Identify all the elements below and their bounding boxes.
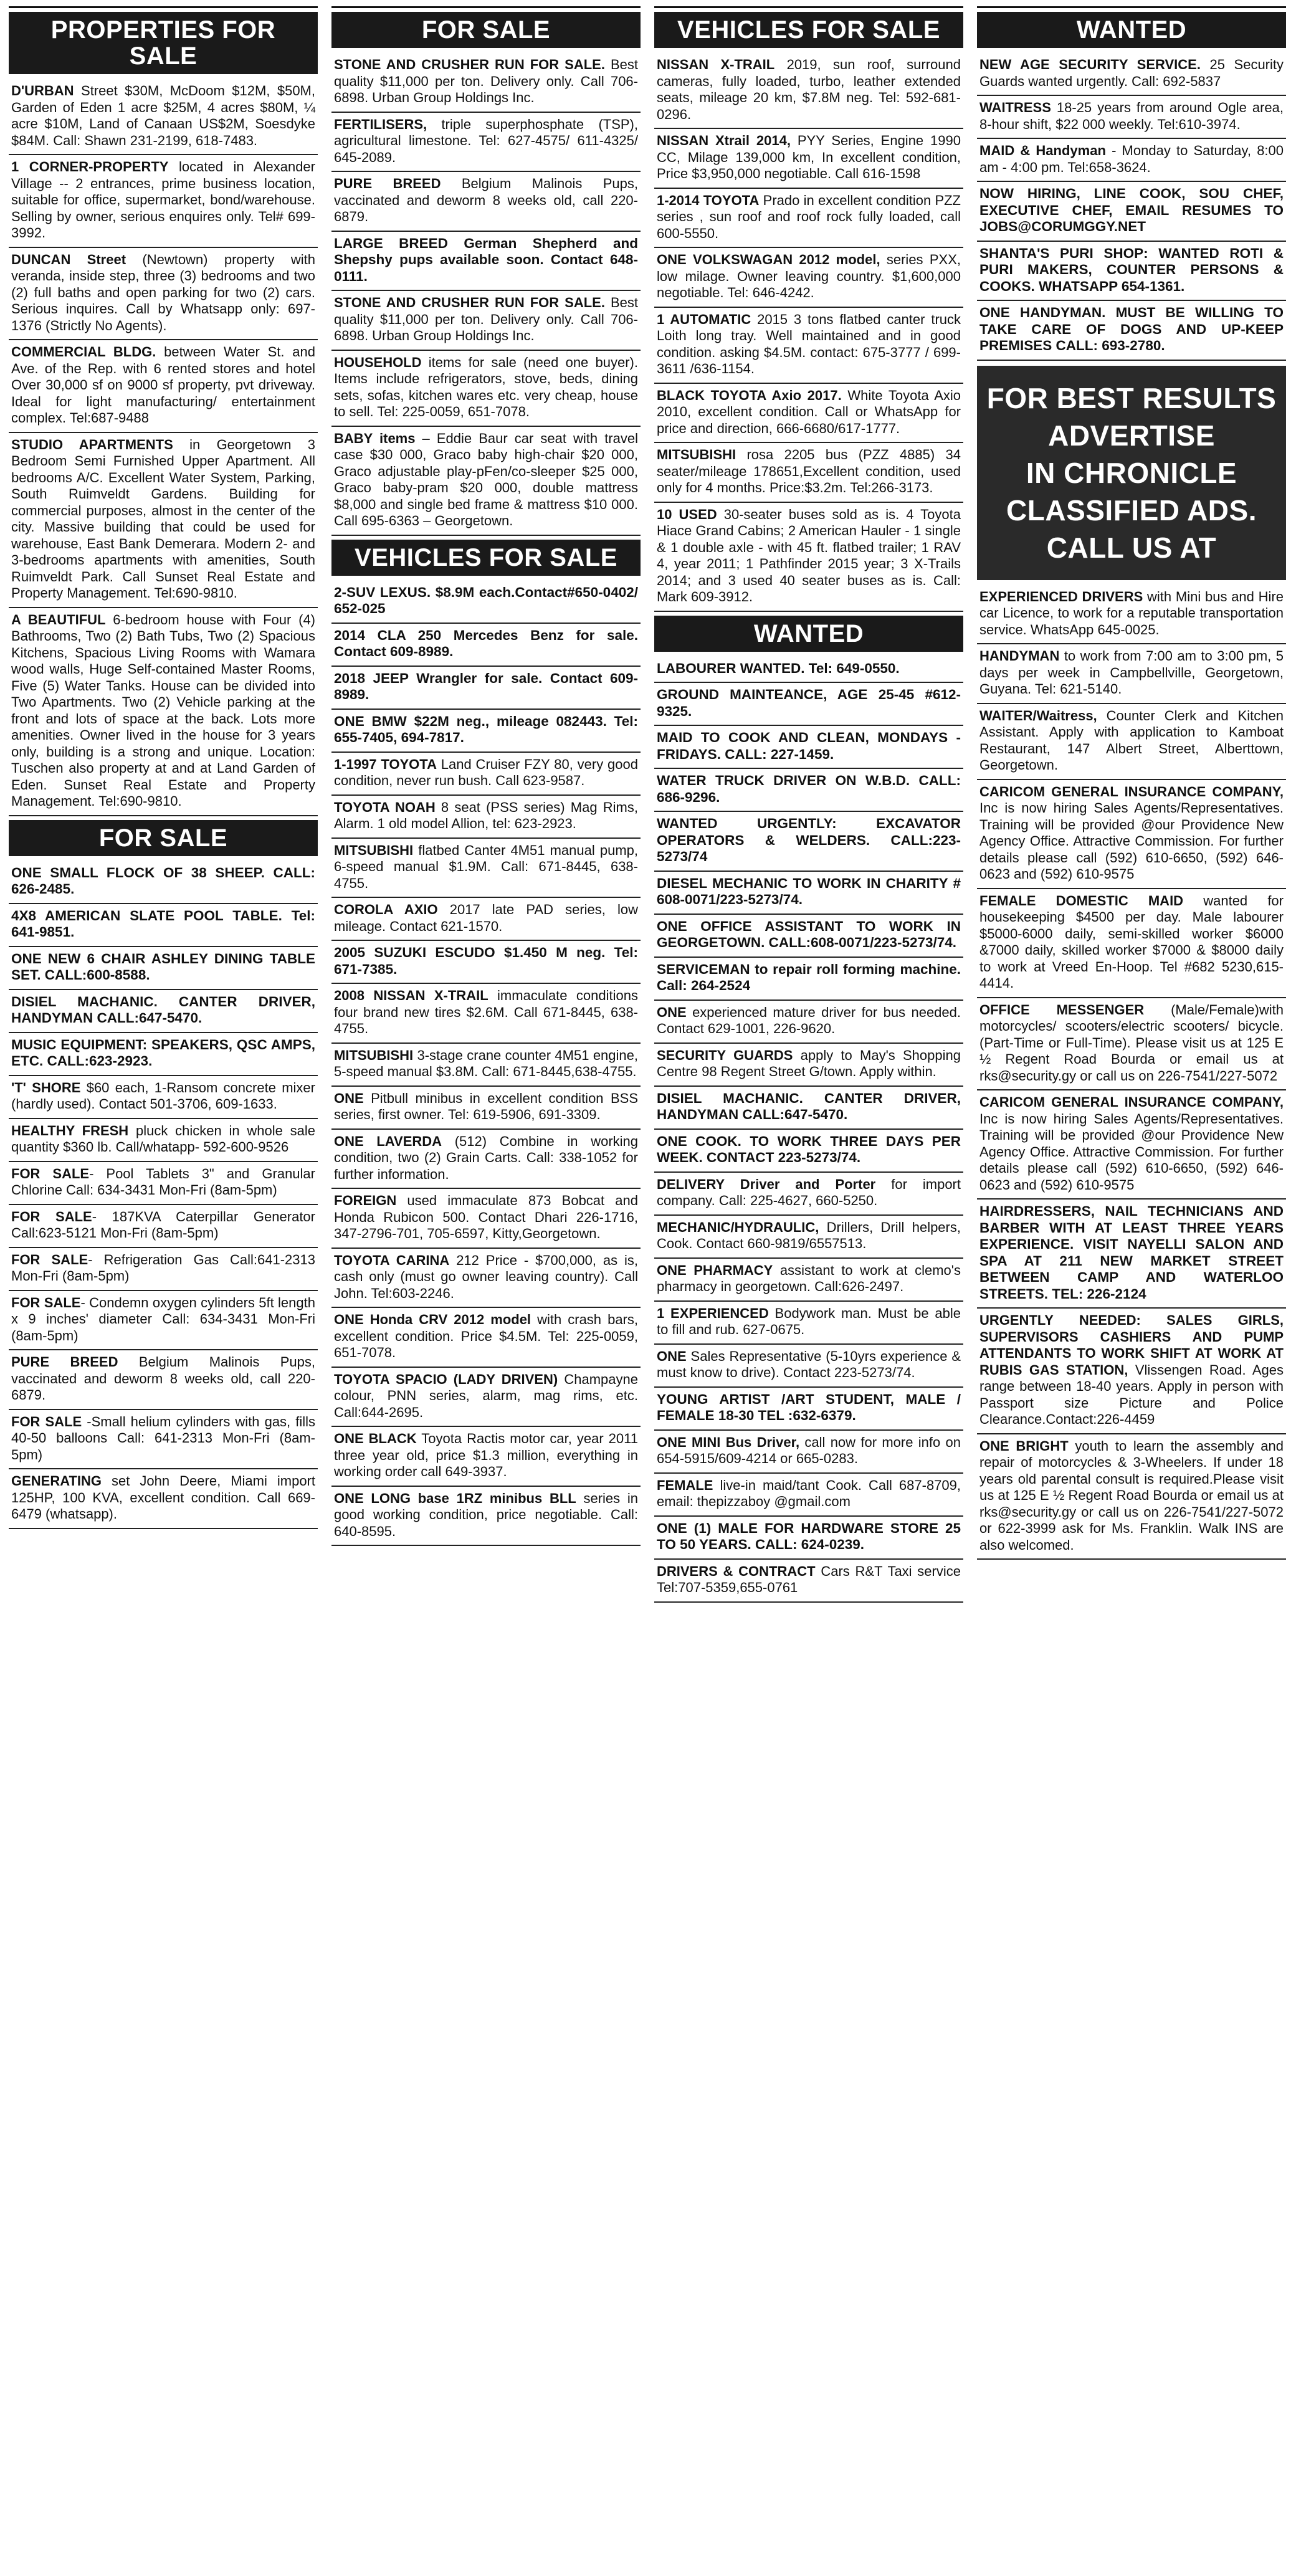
section-header: PROPERTIES FOR SALE [9, 12, 318, 74]
ad-lead-text: CARICOM GENERAL INSURANCE COMPANY, [979, 783, 1284, 799]
ad-body-text: Counter Clerk and Kitchen Assistant. Apply with application to Kamboat Restaurant, 147 Albert Street, Alberttown, Georgetown. [979, 707, 1284, 773]
ad-lead-text: FOR SALE [11, 1165, 90, 1181]
ad-body-text: experienced mature driver for bus needed. Contact 629-1001, 226-9620. [657, 1004, 961, 1036]
classified-ad [331, 624, 641, 667]
promo-line: CLASSIFIED ADS. [1006, 494, 1257, 527]
classified-ad [331, 1427, 641, 1487]
ad-lead-text: DISIEL MACHANIC. CANTER DRIVER, HANDYMAN CALL:647-5470. [657, 1090, 961, 1122]
classified-ad [331, 1130, 641, 1190]
classified-ad [331, 898, 641, 941]
ad-lead-text: CARICOM GENERAL INSURANCE COMPANY, [979, 1094, 1284, 1110]
classified-ad [977, 998, 1286, 1091]
ad-lead-text: WAITRESS [979, 100, 1051, 115]
classified-ad [654, 1345, 963, 1388]
ad-lead-text: A BEAUTIFUL [11, 611, 106, 627]
ad-lead-text: OFFICE MESSENGER [979, 1001, 1145, 1018]
classified-ad [654, 1474, 963, 1517]
ad-body-text: Inc is now hiring Sales Agents/Representatives. Training will be provided @our Providence New Agency Office. Attractive Commission. For further details please call (592) 610-6650, (592) 646-0623 and (592) 610-9575 [979, 1110, 1284, 1193]
ad-lead-text: WAITER/Waitress, [979, 707, 1097, 723]
classified-ad [654, 503, 963, 612]
ad-lead-text: MITSUBISHI [334, 842, 414, 858]
ad-body-text: Bodywork man. Must be able to fill and rub. 627-0675. [657, 1305, 961, 1337]
ad-body-text: wanted for housekeeping $4500 per day. Male labourer $5000-6000 daily, semi-skilled worker $6000 &7000 daily, skilled worker $7000 & $8000 daily to work at Vreed En-Hoop. Tel #682 5230,615-4414. [979, 892, 1284, 991]
ad-lead-text: 1-2014 TOYOTA [657, 192, 760, 208]
ad-lead-text: ONE VOLKSWAGAN 2012 model, [657, 252, 880, 267]
classified-ad [331, 172, 641, 232]
ad-body-text: Prado in excellent condition PZZ series , sun roof and roof rock fully loaded, call 600-5550. [657, 192, 961, 241]
classified-ad [654, 915, 963, 958]
ad-body-text: Sales Representative (5-10yrs experience & must know to drive). Contact 223-5273/74. [657, 1348, 961, 1380]
ad-lead-text: ONE OFFICE ASSISTANT TO WORK IN GEORGETOWN. CALL:608-0071/223-5273/74. [657, 918, 961, 950]
section-header: VEHICLES FOR SALE [654, 12, 963, 48]
classified-ad [9, 1205, 318, 1248]
ad-lead-text: TOYOTA NOAH [334, 799, 436, 815]
ad-lead-text: ONE [657, 1004, 687, 1020]
ad-lead-text: BLACK TOYOTA Axio 2017. [657, 387, 842, 403]
ad-lead-text: LARGE BREED German Shepherd and Shepshy pups available soon. Contact 648-0111. [334, 235, 638, 284]
ad-lead-text: FEMALE DOMESTIC MAID [979, 892, 1184, 909]
ad-body-text: 30-seater buses sold as is. 4 Toyota Hiace Grand Cabins; 2 American Hauler - 1 single & 1 double axle - with 45 ft. flatbed trailer; 1 RAV 4, year 2011; 1 Pathfinder 2015 year; 3 X-Trails 2014; and 3 used 40 seater buses as is. Call: Mark 609-3912. [657, 506, 961, 604]
classified-ad [654, 189, 963, 249]
ad-lead-text: NISSAN Xtrail 2014, [657, 133, 791, 148]
classified-ad [9, 1076, 318, 1119]
ad-lead-text: MAID TO COOK AND CLEAN, MONDAYS - FRIDAYS. CALL: 227-1459. [657, 730, 961, 762]
ad-lead-text: WANTED URGENTLY: EXCAVATOR OPERATORS & WELDERS. CALL:223-5273/74 [657, 816, 961, 864]
classified-ad [977, 644, 1286, 704]
classified-ad [977, 889, 1286, 998]
classified-ad [654, 1044, 963, 1087]
classified-ad [654, 1517, 963, 1560]
ad-body-text: to work from 7:00 am to 3:00 pm, 5 days per week in Campbellville, Georgetown, Guyana. Tel: 621-5140. [979, 648, 1284, 697]
ad-lead-text: 1-1997 TOYOTA [334, 756, 437, 772]
ad-body-text: 18-25 years from around Ogle area, 8-hour shift, $22 000 weekly. Tel:610-3974. [979, 100, 1284, 132]
classified-ad [654, 657, 963, 684]
ad-lead-text: ONE BLACK [334, 1431, 417, 1446]
classified-ad [331, 984, 641, 1044]
classified-ad [331, 53, 641, 113]
ad-lead-text: 2018 JEEP Wrangler for sale. Contact 609-8989. [334, 670, 638, 702]
ad-lead-text: SERVICEMAN to repair roll forming machine. Call: 264-2524 [657, 961, 961, 993]
ad-body-text: 8 seat (PSS series) Mag Rims, Alarm. 1 old model Allion, tel: 623-2923. [334, 799, 638, 831]
ad-body-text: Pitbull minibus in excellent condition BSS series, first owner. Tel: 619-5906, 691-3309. [334, 1090, 638, 1122]
classified-ad [9, 1350, 318, 1410]
ad-body-text: Best quality $11,000 per ton. Delivery only. Call 706-6898. Urban Group Holdings Inc. [334, 295, 638, 343]
classified-ad [331, 581, 641, 624]
ad-body-text: Champayne colour, PNN series, alarm, mag rims, etc. Call:644-2695. [334, 1371, 638, 1420]
classified-ad [331, 753, 641, 796]
ad-lead-text: COMMERCIAL BLDG. [11, 344, 156, 360]
ad-lead-text: FEMALE [657, 1477, 713, 1493]
ad-body-text: - Refrigeration Gas Call:641-2313 Mon-Fri (8am-5pm) [11, 1251, 315, 1284]
classified-ad [331, 667, 641, 710]
classified-ad [654, 1173, 963, 1216]
section-header: WANTED [977, 12, 1286, 48]
classified-ad [654, 1302, 963, 1345]
ad-lead-text: ONE [334, 1090, 364, 1106]
ad-body-text: - Condemn oxygen cylinders 5ft length x 9 inches' diameter Call: 634-3431 Mon-Fri (8am-5pm) [11, 1294, 315, 1343]
classified-ad [977, 182, 1286, 242]
ad-body-text: immaculate conditions four brand new tires $2.6M. Call 671-8445, 638-4755. [334, 988, 638, 1036]
ad-lead-text: ONE SMALL FLOCK OF 38 SHEEP. CALL: 626-2485. [11, 864, 315, 897]
classified-ad [331, 232, 641, 292]
classified-ad [331, 1368, 641, 1428]
classified-ad [9, 904, 318, 947]
ad-body-text: flatbed Canter 4M51 manual pump, 6-speed manual $1.9M. Call: 671-8445, 638-4755. [334, 842, 638, 891]
promo-line: IN CHRONICLE [1026, 456, 1237, 489]
ad-body-text: Toyota Ractis motor car, year 2011 three year old, price $1.3 million, everything in working order call 649-3937. [334, 1431, 638, 1479]
section-header: WANTED [654, 616, 963, 652]
ad-lead-text: EXPERIENCED DRIVERS [979, 588, 1143, 604]
ad-lead-text: FOREIGN [334, 1193, 397, 1208]
classified-ad [9, 1410, 318, 1470]
ad-body-text: Street $30M, McDoom $12M, $50M, Garden of Eden 1 acre $25M, 4 acres $80M, ¼ acre $10M, Land of Canaan US$2M, Soesdyke $84M. Call: Shawn 231-2199, 618-7483. [11, 83, 315, 148]
section-header: FOR SALE [9, 820, 318, 856]
ad-lead-text: NEW AGE SECURITY SERVICE. [979, 57, 1201, 72]
ad-body-text: apply to May's Shopping Centre 98 Regent Street G/town. Apply within. [657, 1047, 961, 1079]
ad-body-text: (Male/Female)with motorcycles/ scooters/electric scooters/ bicycle.(Part-Time or Full-Time). Please visit us at 125 E ½ Regent Road Bourda or email us at rks@security.gy or call us on 226-7541/227-5072 [979, 1001, 1284, 1084]
classified-ad [9, 1469, 318, 1529]
ad-body-text: -Small helium cylinders with gas, fills 40-50 balloons Call: 641-2313 Mon-Fri (8am-5pm) [11, 1413, 316, 1462]
classified-ad [9, 1119, 318, 1162]
classified-ad [9, 1033, 318, 1076]
ad-lead-text: FOR SALE [11, 1251, 88, 1267]
ad-body-text: assistant to work at clemo's pharmacy in georgetown. Call:626-2497. [657, 1262, 961, 1294]
ad-body-text: 25 Security Guards wanted urgently. Call: 692-5837 [979, 57, 1284, 89]
ad-lead-text: FOR SALE [11, 1413, 82, 1429]
ad-lead-text: STONE AND CRUSHER RUN FOR SALE. [334, 295, 605, 310]
advertise-promo-box [977, 366, 1286, 580]
classified-ad [654, 872, 963, 915]
ad-lead-text: ONE HANDYMAN. MUST BE WILLING TO TAKE CARE OF DOGS AND UP-KEEP PREMISES CALL: 693-2780. [979, 305, 1284, 353]
ad-lead-text: BABY items [334, 430, 416, 446]
ad-lead-text: DIESEL MECHANIC TO WORK IN CHARITY # 608-0071/223-5273/74. [657, 875, 961, 907]
ad-lead-text: MITSUBISHI [334, 1047, 414, 1063]
ad-body-text: Land Cruiser FZY 80, very good condition, never run bush. Call 623-9587. [334, 756, 638, 788]
ad-body-text: – Eddie Baur car seat with travel case $30 000, Graco baby high-chair $20 000, Graco adjustable play-pFen/co-sleeper $25 000, Graco baby-pram $20 000, double mattress $8,000 and single bed frame & mattress $10 000. Call 695-6363 – Georgetown. [334, 430, 638, 528]
classified-ad [977, 96, 1286, 139]
ad-body-text: - Monday to Saturday, 8:00 am - 4:00 pm. Tel:658-3624. [979, 143, 1284, 175]
ad-lead-text: 2008 NISSAN X-TRAIL [334, 988, 488, 1003]
ad-lead-text: 2005 SUZUKI ESCUDO $1.450 M neg. Tel: 671-7385. [334, 945, 638, 977]
classified-ad [654, 443, 963, 503]
ad-body-text: White Toyota Axio 2010, excellent condition. Call or WhatsApp for price and direction, 666-6680/617-1777. [657, 387, 961, 436]
ad-body-text: 2015 3 tons flatbed canter truck Loith long tray. Well maintained and in good condition. asking $4.5M. contact: 675-3777 / 699-3611 /636-1154. [657, 311, 961, 376]
ad-lead-text: WATER TRUCK DRIVER ON W.B.D. CALL: 686-9296. [657, 773, 961, 805]
classified-ad [654, 1087, 963, 1130]
ad-lead-text: COROLA AXIO [334, 902, 438, 917]
ad-lead-text: PURE BREED [11, 1354, 118, 1370]
ad-lead-text: MITSUBISHI [657, 447, 736, 462]
classified-ad [977, 585, 1286, 645]
classified-ad [654, 1216, 963, 1259]
ad-lead-text: 2-SUV LEXUS. $8.9M each.Contact#650-0402/ 652-025 [334, 584, 638, 616]
classified-ad [331, 291, 641, 351]
ad-body-text: WANTED ROTI & PURI MAKERS, COUNTER PERSONS & COOKS. WHATSAPP 654-1361. [979, 245, 1284, 294]
ad-lead-text: ONE PHARMACY [657, 1262, 773, 1278]
ad-body-text: 6-bedroom house with Four (4) Bathrooms, Two (2) Bath Tubs, Two (2) Spacious Kitchens, Spacious Living Rooms with Wamara wood walls, Huge Self-contained Master Rooms, Five (5) Water Tanks. House can be divided into Two Apartments. Two (2) Vehicle parking at the front and lots of space at the back. Lots more amenities. Owner lived in the house for 3 years only, building is a strong and unique. Location: Tuschen also property at and at Land Garden of Eden. Sunset Real Estate and Property Management. Tel:690-9810. [11, 611, 316, 809]
classified-ad [331, 1249, 641, 1309]
column-4 [977, 6, 1286, 2570]
ad-body-text: live-in maid/tant Cook. Call 687-8709, email: thepizzaboy @gmail.com [657, 1477, 961, 1509]
ad-lead-text: DELIVERY Driver and Porter [657, 1176, 876, 1192]
ad-body-text: (Newtown) property with veranda, inside step, three (3) bedrooms and two (2) full baths and open parking for two (2) cars. Serious inquires. Call by Whatsapp only: 697-1376 (Strictly No Agents). [11, 251, 315, 333]
classified-ad [331, 1087, 641, 1130]
classified-ad [9, 248, 318, 341]
ad-body-text: Drillers, Drill helpers, Cook. Contact 660-9819/6557513. [657, 1219, 961, 1251]
classified-ad [9, 433, 318, 608]
ad-lead-text: STONE AND CRUSHER RUN FOR SALE. [334, 57, 605, 72]
ad-body-text: 3-stage crane counter 4M51 engine, 5-speed manual $3.8M. Call: 671-8445,638-4755. [334, 1047, 638, 1079]
ad-lead-text: DRIVERS & CONTRACT [657, 1563, 816, 1579]
ad-lead-text: 1 EXPERIENCED [657, 1305, 769, 1321]
classified-ad [331, 839, 641, 899]
ad-lead-text: NOW HIRING, LINE COOK, SOU CHEF, EXECUTIVE CHEF, EMAIL RESUMES TO JOBS@CORUMGGY.NET [979, 186, 1284, 234]
ad-body-text: 2019, sun roof, surround cameras, fully loaded, turbo, leather extended seats, mileage 20 km, $7.8M neg. Tel: 592-681-0296. [657, 57, 961, 122]
ad-lead-text: GENERATING [11, 1473, 102, 1489]
ad-lead-text: URGENTLY NEEDED: SALES GIRLS, SUPERVISORS CASHIERS AND PUMP ATTENDANTS TO WORK SHIFT AT WORK AT RUBIS GAS STATION, [979, 1312, 1284, 1378]
ad-lead-text: 'T' SHORE [11, 1079, 81, 1095]
section-header: VEHICLES FOR SALE [331, 540, 641, 576]
ad-lead-text: 2014 CLA 250 Mercedes Benz for sale. Contact 609-8989. [334, 627, 638, 659]
ad-lead-text: ONE (1) MALE FOR HARDWARE STORE 25 TO 50 YEARS. CALL: 624-0239. [657, 1520, 961, 1552]
ad-lead-text: ONE [657, 1348, 687, 1364]
classified-ad [654, 812, 963, 872]
ad-body-text: rosa 2205 bus (PZZ 4885) 34 seater/mileage 178651,Excellent condition, used only for 4 months. Price:$3.2m. Tel:266-3173. [657, 447, 961, 495]
ad-body-text: call now for more info on 654-5915/609-4214 or 665-0283. [657, 1434, 961, 1466]
ad-body-text: in Georgetown 3 Bedroom Semi Furnished Upper Apartment. All bedrooms A/C. Excellent Water System, Parking, South Ruimveldt Gardens. Building for commercial purposes, almost in the center of the city. Massive building that could be used for warehouse, East Bank Demerara. Modern 2- and 3-bedrooms apartments with amenities, South Ruimveldt Park. Call Sunset Real Estate and Property Management. Tel:690-9810. [11, 436, 315, 601]
promo-line: FOR BEST RESULTS [986, 381, 1277, 414]
classified-ad [331, 796, 641, 839]
classified-ad [654, 1431, 963, 1474]
ad-lead-text: ONE BMW $22M neg., mileage 082443. Tel: 655-7405, 694-7817. [334, 713, 638, 745]
promo-line: ADVERTISE [1048, 419, 1215, 452]
classified-ad [9, 947, 318, 990]
ad-lead-text: TOYOTA SPACIO (LADY DRIVEN) [334, 1371, 558, 1387]
ad-lead-text: 1 CORNER-PROPERTY [11, 159, 169, 174]
classified-ad [654, 726, 963, 769]
classified-ad [977, 780, 1286, 889]
classified-ad [654, 53, 963, 129]
ad-lead-text: SECURITY GUARDS [657, 1047, 793, 1063]
ad-lead-text: NISSAN X-TRAIL [657, 57, 775, 72]
classified-ad [977, 1090, 1286, 1200]
column-3 [654, 6, 963, 2570]
classified-ad [654, 1130, 963, 1173]
classified-ad [654, 129, 963, 189]
classified-ad [977, 704, 1286, 780]
ad-lead-text: ONE LONG base 1RZ minibus BLL [334, 1490, 576, 1506]
ad-body-text: - Pool Tablets 3" and Granular Chlorine Call: 634-3431 Mon-Fri (8am-5pm) [11, 1165, 315, 1198]
ad-lead-text: LABOURER WANTED. Tel: 649-0550. [657, 660, 900, 676]
ad-body-text: with crash bars, excellent condition. Price $4.5M. Tel: 225-0059, 651-7078. [334, 1312, 638, 1360]
ad-lead-text: ONE LAVERDA [334, 1133, 442, 1149]
ad-lead-text: MAID & Handyman [979, 143, 1106, 158]
ad-lead-text: PURE BREED [334, 176, 441, 191]
ad-lead-text: 4X8 AMERICAN SLATE POOL TABLE. Tel: 641-9851. [11, 907, 315, 940]
classified-ad [331, 427, 641, 536]
ad-lead-text: 1 AUTOMATIC [657, 311, 751, 327]
classified-ad [331, 1487, 641, 1547]
ad-lead-text: DISIEL MACHANIC. CANTER DRIVER, HANDYMAN CALL:647-5470. [11, 993, 315, 1026]
classified-ad [654, 683, 963, 726]
ad-lead-text: ONE MINI Bus Driver, [657, 1434, 800, 1450]
classified-ad [977, 242, 1286, 302]
ad-lead-text: TOYOTA CARINA [334, 1252, 450, 1268]
ad-lead-text: ONE NEW 6 CHAIR ASHLEY DINING TABLE SET. CALL:600-8588. [11, 950, 315, 983]
classified-ad [331, 113, 641, 173]
classified-ad [654, 958, 963, 1001]
ad-body-text: items for sale (need one buyer). Items include refrigerators, stove, beds, dining sets, sofas, kitchen wares etc. very cheap, house to sell. Tel: 225-0059, 651-7078. [334, 354, 638, 419]
ad-lead-text: STUDIO APARTMENTS [11, 436, 173, 452]
column-2 [331, 6, 641, 2570]
classified-ad [331, 1308, 641, 1368]
ad-body-text: Vlissengen Road. Ages range between 18-40 years. Apply in person with Passport size Picture and Police Clearance.Contact:226-4459 [979, 1362, 1284, 1427]
classified-ad [654, 1001, 963, 1044]
classified-ad [9, 1162, 318, 1205]
classified-ad [654, 248, 963, 308]
classified-ad [9, 79, 318, 155]
ad-body-text: youth to learn the assembly and repair of motorcycles & 3-Wheelers. If under 18 years old parental consult is required.Please visit us at 125 E ½ Regent Road Bourda or email us at rks@security.gy or call us on 226-7541/227-5072 or 622-3999 ask for Ms. Franklin. Walk INS are also welcomed. [979, 1438, 1284, 1553]
classified-ad [977, 1200, 1286, 1309]
ad-body-text: between Water St. and Ave. of the Rep. with 6 rented stores and hotel Over 30,000 sf on 9000 sf property, pvt driveway. Ideal for light manufacturing/ entertainment complex. Tel:687-9488 [11, 344, 315, 426]
ad-body-text: (512) Combine in working condition, two (2) Grain Carts. Call: 338-1052 for further information. [334, 1133, 639, 1182]
ad-lead-text: YOUNG ARTIST /ART STUDENT, MALE / FEMALE 18-30 TEL :632-6379. [657, 1391, 961, 1423]
classified-ad [9, 608, 318, 816]
ad-body-text: 212 Price - $700,000, as is, cash only (must go owner leaving country). Call John. Tel:603-2246. [334, 1252, 638, 1301]
ad-lead-text: 10 USED [657, 506, 717, 522]
ad-lead-text: FERTILISERS, [334, 116, 427, 132]
classified-ad [977, 139, 1286, 182]
classified-ad [331, 1044, 641, 1087]
ad-body-text: with Mini bus and Hire car Licence, to work for a reputable transportation service. WhatsApp 645-0025. [979, 588, 1284, 637]
ad-lead-text: ONE Honda CRV 2012 model [334, 1312, 531, 1327]
ad-lead-text: GROUND MAINTEANCE, AGE 25-45 #612-9325. [657, 687, 961, 719]
classified-ad [9, 155, 318, 248]
ad-lead-text: SHANTA'S PURI SHOP: [979, 245, 1148, 261]
section-header: FOR SALE [331, 12, 641, 48]
classified-ad [654, 769, 963, 812]
classified-ad [654, 1259, 963, 1302]
ad-body-text: Inc is now hiring Sales Agents/Representatives. Training will be provided @our Providence New Agency Office. Attractive Commission. For further details please call (592) 610-6650, (592) 646-0623 and (592) 610-9575 [979, 800, 1284, 882]
ad-lead-text: HEALTHY FRESH [11, 1122, 129, 1138]
ad-body-text: Cars R&T Taxi service Tel:707-5359,655-0761 [657, 1563, 961, 1595]
ad-lead-text: MECHANIC/HYDRAULIC, [657, 1219, 819, 1235]
classified-ad [654, 308, 963, 384]
ad-lead-text: HAIRDRESSERS, NAIL TECHNICIANS AND BARBER WITH AT LEAST THREE YEARS EXPERIENCE. VISIT NAYELLI SALON AND SPA AT 211 NEW MARKET STREET BETWEEN CAMP AND WATERLOO STREETS. TEL: 226-2124 [979, 1203, 1284, 1302]
ad-body-text: PYY Series, Engine 1990 CC, Milage 139,000 km, In excellent condition, Price $3,950,000 negotiable. Call 616-1598 [657, 133, 961, 181]
ad-body-text: Belgium Malinois Pups, vaccinated and deworm 8 weeks old, call 220-6879. [334, 176, 638, 224]
ad-body-text: pluck chicken in whole sale quantity $360 lb. Call/whatapp- 592-600-9526 [11, 1122, 315, 1155]
column-1 [9, 6, 318, 2570]
promo-line: CALL US AT [1046, 531, 1217, 564]
ad-body-text: for import company. Call: 225-4627, 660-5250. [657, 1176, 961, 1208]
ad-body-text: 2017 late PAD series, low mileage. Contact 621-1570. [334, 902, 639, 934]
ad-body-text: located in Alexander Village -- 2 entrances, prime business location, suitable for office, supermarket, bond/warehouse. Selling by owner, serious enquires only. Tel# 699-3992. [11, 159, 315, 241]
classified-ad [977, 53, 1286, 96]
classified-ad [9, 861, 318, 904]
ad-lead-text: D'URBAN [11, 83, 74, 98]
ad-lead-text: MUSIC EQUIPMENT: SPEAKERS, QSC AMPS, ETC. CALL:623-2923. [11, 1036, 315, 1069]
classified-ad [331, 941, 641, 984]
ad-lead-text: ONE BRIGHT [979, 1438, 1069, 1454]
ad-lead-text: HOUSEHOLD [334, 354, 422, 370]
ad-body-text: Best quality $11,000 per ton. Delivery only. Call 706-6898. Urban Group Holdings Inc. [334, 57, 638, 105]
classified-ad [9, 990, 318, 1033]
classified-ad [977, 1309, 1286, 1434]
ad-body-text: - 187KVA Caterpillar Generator Call:623-5121 Mon-Fri (8am-5pm) [11, 1208, 315, 1241]
ad-lead-text: ONE COOK. TO WORK THREE DAYS PER WEEK. CONTACT 223-5273/74. [657, 1133, 961, 1165]
ad-body-text: $60 each, 1-Ransom concrete mixer (hardly used). Contact 501-3706, 609-1633. [11, 1079, 315, 1112]
ad-lead-text: FOR SALE [11, 1208, 92, 1224]
classified-ad [654, 384, 963, 444]
classified-ad [654, 1388, 963, 1431]
ad-lead-text: FOR SALE [11, 1294, 81, 1310]
ad-body-text: triple superphosphate (TSP), agricultural limestone. Tel: 627-4575/ 611-4325/ 645-2089. [334, 116, 638, 165]
classified-ad [331, 710, 641, 753]
classified-ad [654, 1560, 963, 1603]
ad-body-text: series in good working condition, price negotiable. Call: 640-8595. [334, 1490, 638, 1539]
classified-ad [9, 1248, 318, 1291]
ad-lead-text: DUNCAN Street [11, 251, 126, 267]
classified-ad [977, 1434, 1286, 1560]
ad-lead-text: HANDYMAN [979, 648, 1060, 664]
classified-ad [977, 301, 1286, 361]
ad-body-text: used immaculate 873 Bobcat and Honda Rubicon 500. Contact Dhari 226-1716, 347-2796-701, 705-6597, Kitty,Georgetown. [334, 1193, 638, 1241]
classified-ad [9, 340, 318, 433]
ad-body-text: Belgium Malinois Pups, vaccinated and deworm 8 weeks old, call 220-6879. [11, 1354, 315, 1403]
ad-body-text: series PXX, low milage. Owner leaving country. $1,600,000 negotiable. Tel: 646-4242. [657, 252, 961, 300]
classified-ad [331, 351, 641, 427]
classified-ad [331, 1189, 641, 1249]
ad-body-text: set John Deere, Miami import 125HP, 100 KVA, excellent condition. Call 669-6479 (whatsapp). [11, 1473, 315, 1522]
classified-ad [9, 1291, 318, 1351]
